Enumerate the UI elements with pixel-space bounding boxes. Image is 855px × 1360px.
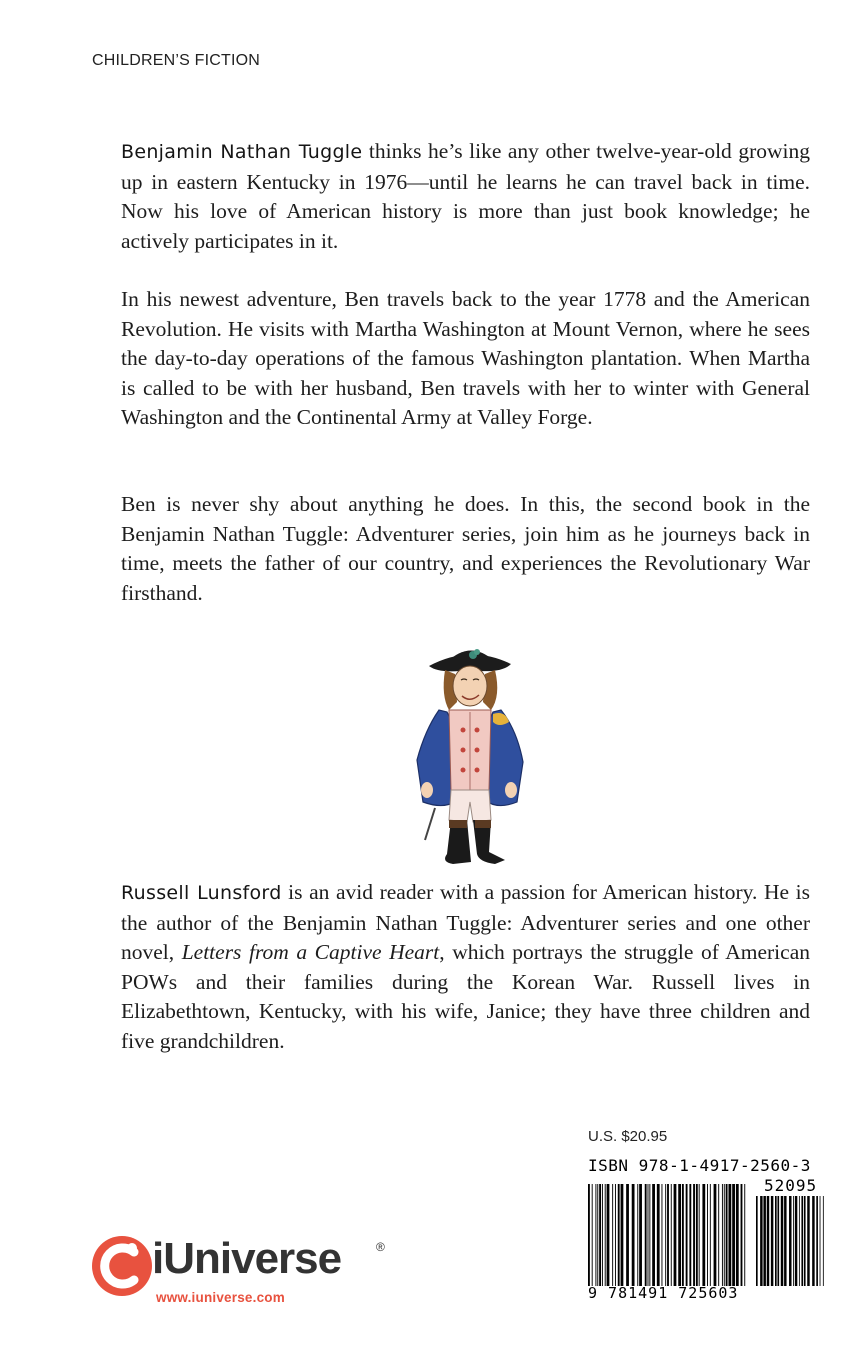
barcode-bar xyxy=(667,1184,669,1286)
barcode-bar xyxy=(678,1184,681,1286)
barcode-bar xyxy=(807,1196,809,1286)
barcode-bar xyxy=(789,1196,791,1286)
blurb-paragraph-2: In his newest adventure, Ben travels back to the year 1778 and the American Revolution. He visits with Martha Washington at Mount Vernon, where he sees the day-to-day operations of the famous Washington plantation. When Martha is called to be with her husband, Ben travels with her to winter with General Washington and the Continental Army at Valley Forge. xyxy=(121,287,810,430)
barcode-bar xyxy=(702,1184,705,1286)
blurb-text-1: thinks he’s like any other twelve-year-old growing up in eastern Kentucky in 1976—until he learns he can travel back in time. Now his love of American history is more than just book knowledge; he actively participates in it. xyxy=(121,139,810,253)
barcode-bar xyxy=(652,1184,655,1286)
registered-mark: ® xyxy=(376,1240,385,1254)
barcode-bar xyxy=(784,1196,786,1286)
ean-barcode-bars xyxy=(588,1184,748,1286)
barcode-bar xyxy=(592,1184,593,1286)
publisher-url: www.iuniverse.com xyxy=(156,1290,285,1305)
blurb-paragraph-1 xyxy=(121,137,810,256)
barcode-bar xyxy=(682,1184,684,1286)
barcode-bar xyxy=(793,1196,794,1286)
barcode-bar xyxy=(722,1184,723,1286)
barcode-bar xyxy=(637,1184,638,1286)
barcode-bar xyxy=(771,1196,773,1286)
barcode-bar xyxy=(597,1184,598,1286)
barcode-bar xyxy=(605,1184,606,1286)
barcode-bar xyxy=(799,1196,800,1286)
author-bio xyxy=(121,878,810,1057)
barcode-bar xyxy=(732,1184,735,1286)
barcode-bar xyxy=(612,1184,613,1286)
barcode-bar xyxy=(615,1184,616,1286)
barcode-bar xyxy=(744,1184,745,1286)
barcode-bar xyxy=(804,1196,806,1286)
price-label: U.S. $20.95 xyxy=(588,1128,668,1145)
barcode-bar xyxy=(588,1184,590,1286)
barcode-bar xyxy=(820,1196,821,1286)
barcode-bar xyxy=(812,1196,814,1286)
barcode-bar xyxy=(741,1184,743,1286)
barcode-bar xyxy=(689,1184,691,1286)
barcode-bar xyxy=(693,1184,695,1286)
barcode-bar xyxy=(696,1184,698,1286)
barcode-bar xyxy=(781,1196,783,1286)
barcode-bar xyxy=(816,1196,818,1286)
barcode-bar xyxy=(602,1184,603,1286)
barcode-bar xyxy=(726,1184,728,1286)
barcode-bar xyxy=(756,1196,758,1286)
barcode-bar xyxy=(626,1184,629,1286)
barcode-bar xyxy=(775,1196,777,1286)
barcode-digits: 9 781491 725603 xyxy=(588,1284,739,1302)
barcode-bar xyxy=(639,1184,642,1286)
barcode-bar xyxy=(674,1184,677,1286)
barcode-bar xyxy=(823,1196,824,1286)
barcode-bar xyxy=(645,1184,647,1286)
author-bio-text-1: is an avid reader with a passion for American history. He is the author of the Benjamin Nathan Tuggle: Adventurer series and one other novel, xyxy=(121,880,810,965)
barcode-bar xyxy=(728,1184,731,1286)
barcode-bar xyxy=(767,1196,769,1286)
addon-barcode-bars xyxy=(756,1196,832,1286)
blurb-paragraph-3: Ben is never shy about anything he does. In this, the second book in the Benjamin Nathan Tuggle: Adventurer series, join him as he journeys back in time, meets the father of our country, and experiences the Revolutionary War firsthand. xyxy=(121,492,810,605)
author-bio-text-2: , which portrays the struggle of American POWs and their families during the Korean War. Russell lives in Elizabethtown, Kentucky, with his wife, Janice; they have three children and five grandchildren. xyxy=(121,940,810,1053)
barcode-bar xyxy=(736,1184,739,1286)
category-label: CHILDREN’S FICTION xyxy=(92,52,261,69)
iuniverse-swirl-icon xyxy=(90,1234,154,1298)
barcode-bar xyxy=(686,1184,688,1286)
barcode-bar xyxy=(657,1184,660,1286)
barcode-bar xyxy=(718,1184,719,1286)
barcode xyxy=(588,1176,833,1304)
barcode-bar xyxy=(648,1184,649,1286)
author-name: Russell Lunsford xyxy=(121,882,282,904)
barcode-bar xyxy=(621,1184,624,1286)
barcode-bar xyxy=(710,1184,711,1286)
barcode-bar xyxy=(699,1184,700,1286)
barcode-bar xyxy=(607,1184,610,1286)
hero-name: Benjamin Nathan Tuggle xyxy=(121,141,363,163)
isbn-label: ISBN 978-1-4917-2560-3 xyxy=(588,1156,811,1175)
barcode-bar xyxy=(618,1184,620,1286)
barcode-bar xyxy=(777,1196,779,1286)
barcode-bar xyxy=(707,1184,708,1286)
barcode-bar xyxy=(763,1196,765,1286)
barcode-bar xyxy=(760,1196,762,1286)
barcode-bar xyxy=(649,1184,650,1286)
barcode-bar xyxy=(632,1184,635,1286)
barcode-bar xyxy=(671,1184,672,1286)
barcode-bar xyxy=(595,1184,596,1286)
publisher-logo xyxy=(90,1234,390,1314)
barcode-bar xyxy=(599,1184,601,1286)
barcode-bar xyxy=(661,1184,662,1286)
barcode-bar xyxy=(795,1196,797,1286)
barcode-addon-digits: 52095 xyxy=(764,1176,818,1195)
barcode-bar xyxy=(801,1196,803,1286)
colonial-boy-illustration xyxy=(405,640,535,872)
barcode-bar xyxy=(714,1184,717,1286)
other-book-title: Letters from a Captive Heart xyxy=(181,940,440,965)
barcode-bar xyxy=(665,1184,666,1286)
publisher-name: iUniverse xyxy=(152,1234,342,1283)
barcode-bar xyxy=(724,1184,725,1286)
